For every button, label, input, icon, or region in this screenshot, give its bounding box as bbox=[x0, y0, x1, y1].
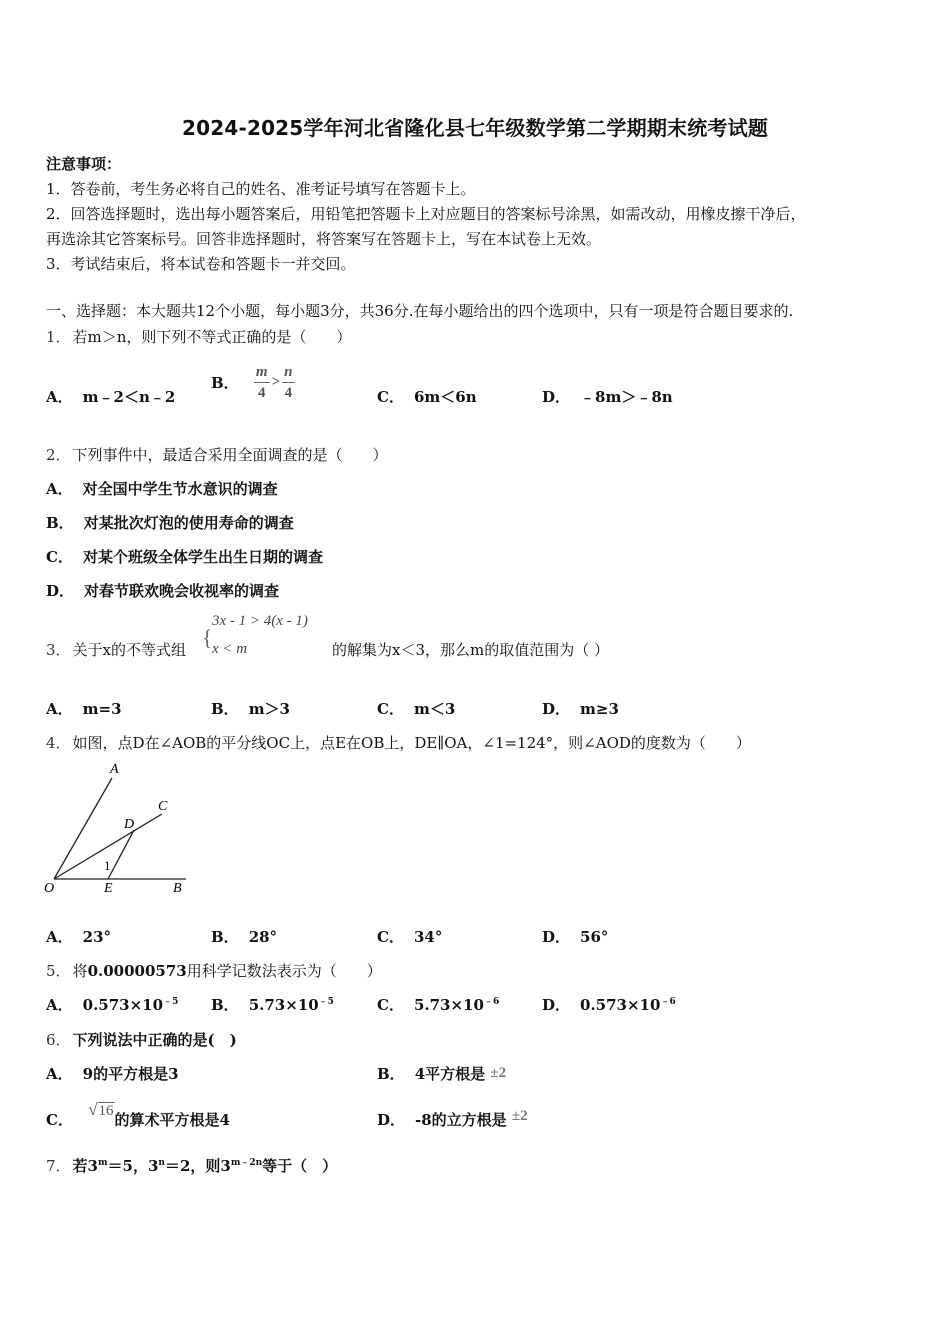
notice-item: 2．回答选择题时，选出每小题答案后，用铅笔把答题卡上对应题目的答案标号涂黑，如需改动，用橡皮擦干净后， bbox=[46, 205, 806, 223]
label-d: D bbox=[124, 817, 135, 832]
question-3-continued: 的解集为x＜3，那么m的取值范围为（ ） bbox=[332, 641, 609, 659]
label-e: E bbox=[104, 881, 113, 896]
label-angle-1: 1 bbox=[104, 858, 111, 873]
q2-option-b[interactable]: B． 对某批次灯泡的使用寿命的调查 bbox=[46, 514, 294, 532]
question-text: 若$3^m=5$，$3^n=2$，则$3^{m﹣2n}$等于（ ） bbox=[72, 1157, 338, 1175]
question-number: 2． bbox=[46, 446, 71, 464]
q2-option-a[interactable]: A． 对全国中学生节水意识的调查 bbox=[46, 480, 278, 498]
question-number: 1． bbox=[46, 328, 71, 346]
question-6 bbox=[46, 1029, 906, 1050]
question-text: 若m＞n，则下列不等式正确的是（ ） bbox=[72, 328, 352, 346]
segment-de bbox=[108, 830, 134, 879]
question-5 bbox=[46, 960, 906, 981]
notice-item: 再选涂其它答案标号。回答非选择题时，将答案写在答题卡上，写在本试卷上无效。 bbox=[46, 230, 602, 248]
question-text: 将 bbox=[72, 962, 88, 980]
notice-block bbox=[46, 152, 906, 277]
q6-option-d[interactable]: D． -8的立方根是 ±2 bbox=[377, 1108, 528, 1129]
question-number: 6． bbox=[46, 1031, 71, 1049]
q5-option-b[interactable]: B． $5.73\times 10^{﹣5}$ bbox=[211, 996, 334, 1014]
q3-option-d[interactable]: D． m≥3 bbox=[542, 700, 619, 718]
notice-item: 3．考试结束后，将本试卷和答题卡一并交回。 bbox=[46, 255, 356, 273]
q4-option-a[interactable]: A． 23° bbox=[46, 928, 112, 946]
q3-option-b[interactable]: B． m＞3 bbox=[211, 700, 290, 718]
q2-option-c[interactable]: C． 对某个班级全体学生出生日期的调查 bbox=[46, 548, 323, 566]
q5-option-c[interactable]: C． $5.73\times 10^{﹣6}$ bbox=[377, 996, 500, 1014]
notice-item: 1．答卷前，考生务必将自己的姓名、准考证号填写在答题卡上。 bbox=[46, 180, 476, 198]
question-number: 4． bbox=[46, 734, 71, 752]
brace: { bbox=[202, 625, 213, 650]
q1-option-b[interactable]: B． $\frac{m}{4}$ > $\frac{n}{4}$ bbox=[211, 364, 293, 401]
geometry-figure bbox=[40, 758, 200, 900]
q6-option-b[interactable]: B． 4平方根是 ±2 bbox=[377, 1065, 507, 1083]
q5-option-a[interactable]: A． $0.573\times 10^{﹣5}$ bbox=[46, 996, 179, 1014]
q1-option-d[interactable]: D． ﹣8m＞﹣8n bbox=[542, 388, 673, 406]
sqrt-expression: √16 bbox=[88, 1100, 114, 1119]
q6-option-a[interactable]: A． 9的平方根是3 bbox=[46, 1065, 179, 1083]
q3-option-a[interactable]: A． m=3 bbox=[46, 700, 122, 718]
section-heading: 一、选择题：本大题共12个小题，每小题3分，共36分.在每小题给出的四个选项中，只有一项是符合题目要求的. bbox=[46, 302, 794, 320]
q6-option-c[interactable]: C． √16的算术平方根是4 bbox=[46, 1100, 230, 1129]
question-number-value: 0.00000573 bbox=[87, 962, 187, 980]
plus-minus-value: ±2 bbox=[511, 1108, 528, 1124]
label-o: O bbox=[44, 881, 55, 896]
label-b: B bbox=[173, 881, 182, 896]
label-c: C bbox=[158, 799, 168, 814]
question-4 bbox=[46, 732, 906, 753]
q2-option-d[interactable]: D． 对春节联欢晚会收视率的调查 bbox=[46, 582, 280, 600]
q4-option-b[interactable]: B． 28° bbox=[211, 928, 278, 946]
fraction: $\frac{n}{4}$ bbox=[284, 364, 293, 401]
q4-option-d[interactable]: D． 56° bbox=[542, 928, 609, 946]
notice-heading: 注意事项： bbox=[46, 155, 122, 173]
q3-option-c[interactable]: C． m＜3 bbox=[377, 700, 456, 718]
q1-option-a[interactable]: A． m﹣2＜n﹣2 bbox=[46, 388, 176, 406]
label-a: A bbox=[110, 762, 119, 777]
question-text: 关于x的不等式组 bbox=[72, 641, 187, 659]
question-number: 7． bbox=[46, 1157, 71, 1175]
question-1 bbox=[46, 326, 906, 347]
question-text: 如图，点D在∠AOB的平分线OC上，点E在OB上，DE∥OA，∠1=124°，则∠AOD的度数为（ ） bbox=[72, 734, 751, 752]
question-text: 下列事件中，最适合采用全面调查的是（ ） bbox=[72, 446, 388, 464]
q4-option-c[interactable]: C． 34° bbox=[377, 928, 443, 946]
system-line-1: 3x - 1 > 4(x - 1) bbox=[212, 613, 308, 629]
question-text: 用科学记数法表示为（ ） bbox=[186, 962, 382, 980]
question-2 bbox=[46, 444, 906, 465]
question-text: 下列说法中正确的是( ) bbox=[72, 1031, 237, 1049]
page-title: 2024-2025学年河北省隆化县七年级数学第二学期期末统考试题 bbox=[181, 116, 769, 140]
q1-option-c[interactable]: C． 6m＜6n bbox=[377, 388, 477, 406]
plus-minus-value: ±2 bbox=[490, 1065, 507, 1081]
q5-option-d[interactable]: D． $0.573\times 10^{﹣6}$ bbox=[542, 996, 676, 1014]
system-line-2: x < m bbox=[212, 641, 248, 657]
question-number: 3． bbox=[46, 641, 71, 659]
question-number: 5． bbox=[46, 962, 71, 980]
question-7 bbox=[46, 1155, 906, 1176]
fraction: $\frac{m}{4}$ bbox=[255, 364, 268, 401]
